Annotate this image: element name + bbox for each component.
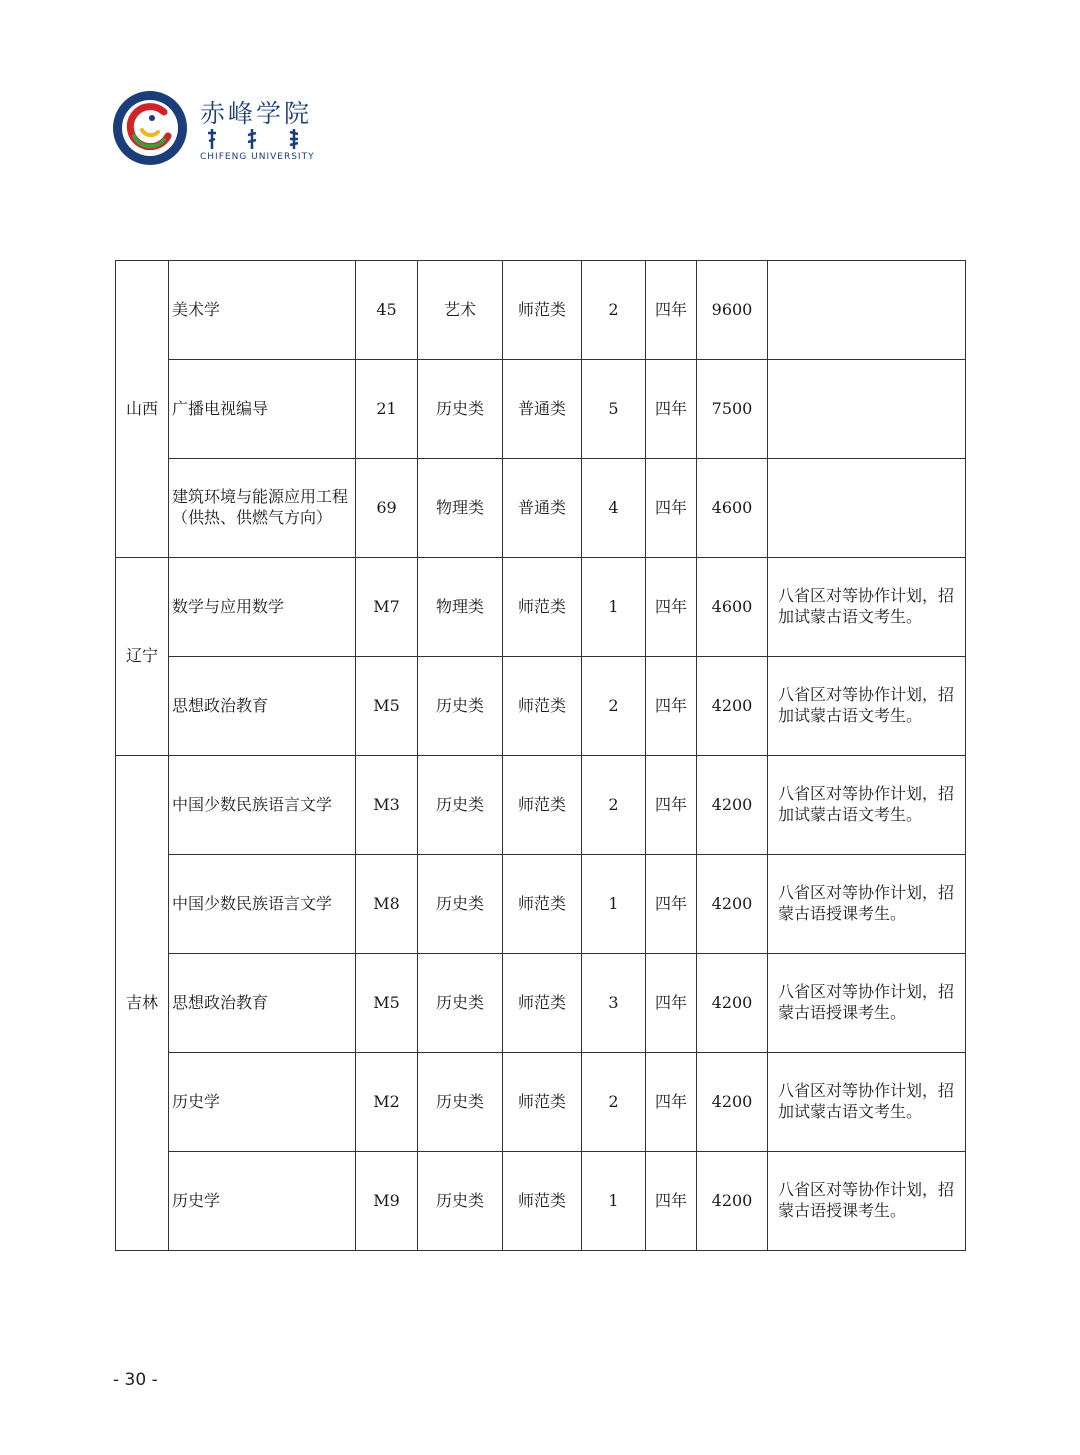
major-cell: 历史学: [169, 1152, 356, 1251]
table-row: [116, 954, 966, 1053]
category-cell: 师范类: [503, 657, 582, 756]
major-cell: 广播电视编导: [169, 360, 356, 459]
code-cell: M8: [356, 855, 418, 954]
major-cell: 中国少数民族语言文学: [169, 756, 356, 855]
fee-cell: 4200: [697, 954, 768, 1053]
category-cell: 师范类: [503, 558, 582, 657]
category-cell: 师范类: [503, 756, 582, 855]
major-cell: 思想政治教育: [169, 657, 356, 756]
fee-cell: 4200: [697, 1053, 768, 1152]
province-cell: 山西: [116, 261, 169, 558]
table-row: [116, 1152, 966, 1251]
plan-count-cell: 2: [582, 261, 646, 360]
subject-cell: 物理类: [418, 459, 503, 558]
logo-chinese-name: 赤峰学院: [200, 99, 313, 128]
table-row: [116, 261, 966, 360]
code-cell: M5: [356, 954, 418, 1053]
duration-cell: 四年: [646, 360, 697, 459]
duration-cell: 四年: [646, 459, 697, 558]
note-cell: 八省区对等协作计划，招蒙古语授课考生。: [768, 855, 966, 954]
plan-count-cell: 3: [582, 954, 646, 1053]
plan-count-cell: 4: [582, 459, 646, 558]
duration-cell: 四年: [646, 756, 697, 855]
subject-cell: 历史类: [418, 1152, 503, 1251]
code-cell: 45: [356, 261, 418, 360]
code-cell: 69: [356, 459, 418, 558]
subject-cell: 历史类: [418, 1053, 503, 1152]
table-row: [116, 1053, 966, 1152]
plan-count-cell: 2: [582, 1053, 646, 1152]
table-row: [116, 855, 966, 954]
category-cell: 师范类: [503, 855, 582, 954]
table-row: [116, 459, 966, 558]
category-cell: 普通类: [503, 360, 582, 459]
table-row: [116, 558, 966, 657]
subject-cell: 历史类: [418, 954, 503, 1053]
code-cell: 21: [356, 360, 418, 459]
major-cell: 美术学: [169, 261, 356, 360]
note-cell: 八省区对等协作计划，招加试蒙古语文考生。: [768, 756, 966, 855]
category-cell: 师范类: [503, 1053, 582, 1152]
duration-cell: 四年: [646, 1152, 697, 1251]
university-emblem-icon: [112, 90, 188, 166]
subject-cell: 物理类: [418, 558, 503, 657]
duration-cell: 四年: [646, 657, 697, 756]
plan-count-cell: 2: [582, 657, 646, 756]
note-cell: [768, 360, 966, 459]
fee-cell: 4600: [697, 459, 768, 558]
note-cell: 八省区对等协作计划，招蒙古语授课考生。: [768, 954, 966, 1053]
note-cell: [768, 261, 966, 360]
fee-cell: 4200: [697, 756, 768, 855]
major-cell: 数学与应用数学: [169, 558, 356, 657]
category-cell: 师范类: [503, 261, 582, 360]
subject-cell: 历史类: [418, 657, 503, 756]
note-cell: 八省区对等协作计划，招加试蒙古语文考生。: [768, 657, 966, 756]
fee-cell: 9600: [697, 261, 768, 360]
subject-cell: 历史类: [418, 855, 503, 954]
table-row: [116, 657, 966, 756]
table-row: [116, 756, 966, 855]
admissions-plan-table: [115, 260, 966, 1251]
province-cell: 辽宁: [116, 558, 169, 756]
university-logo: [112, 90, 352, 170]
logo-english-name: CHIFENG UNIVERSITY: [200, 152, 315, 162]
category-cell: 师范类: [503, 1152, 582, 1251]
page-number: - 30 -: [113, 1370, 158, 1390]
duration-cell: 四年: [646, 261, 697, 360]
plan-count-cell: 1: [582, 558, 646, 657]
fee-cell: 4200: [697, 855, 768, 954]
major-cell: 中国少数民族语言文学: [169, 855, 356, 954]
plan-count-cell: 5: [582, 360, 646, 459]
province-cell: 吉林: [116, 756, 169, 1251]
note-cell: 八省区对等协作计划，招蒙古语授课考生。: [768, 1152, 966, 1251]
duration-cell: 四年: [646, 558, 697, 657]
code-cell: M9: [356, 1152, 418, 1251]
fee-cell: 7500: [697, 360, 768, 459]
subject-cell: 历史类: [418, 756, 503, 855]
code-cell: M3: [356, 756, 418, 855]
code-cell: M2: [356, 1053, 418, 1152]
code-cell: M7: [356, 558, 418, 657]
plan-count-cell: 1: [582, 855, 646, 954]
duration-cell: 四年: [646, 954, 697, 1053]
duration-cell: 四年: [646, 855, 697, 954]
note-cell: 八省区对等协作计划，招加试蒙古语文考生。: [768, 558, 966, 657]
plan-count-cell: 2: [582, 756, 646, 855]
major-cell: 建筑环境与能源应用工程（供热、供燃气方向）: [169, 459, 356, 558]
note-cell: 八省区对等协作计划，招加试蒙古语文考生。: [768, 1053, 966, 1152]
category-cell: 普通类: [503, 459, 582, 558]
fee-cell: 4200: [697, 657, 768, 756]
major-cell: 历史学: [169, 1053, 356, 1152]
code-cell: M5: [356, 657, 418, 756]
category-cell: 师范类: [503, 954, 582, 1053]
fee-cell: 4600: [697, 558, 768, 657]
duration-cell: 四年: [646, 1053, 697, 1152]
plan-count-cell: 1: [582, 1152, 646, 1251]
fee-cell: 4200: [697, 1152, 768, 1251]
subject-cell: 历史类: [418, 360, 503, 459]
table-row: [116, 360, 966, 459]
note-cell: [768, 459, 966, 558]
mongolian-script-icon: [204, 127, 324, 151]
major-cell: 思想政治教育: [169, 954, 356, 1053]
subject-cell: 艺术: [418, 261, 503, 360]
